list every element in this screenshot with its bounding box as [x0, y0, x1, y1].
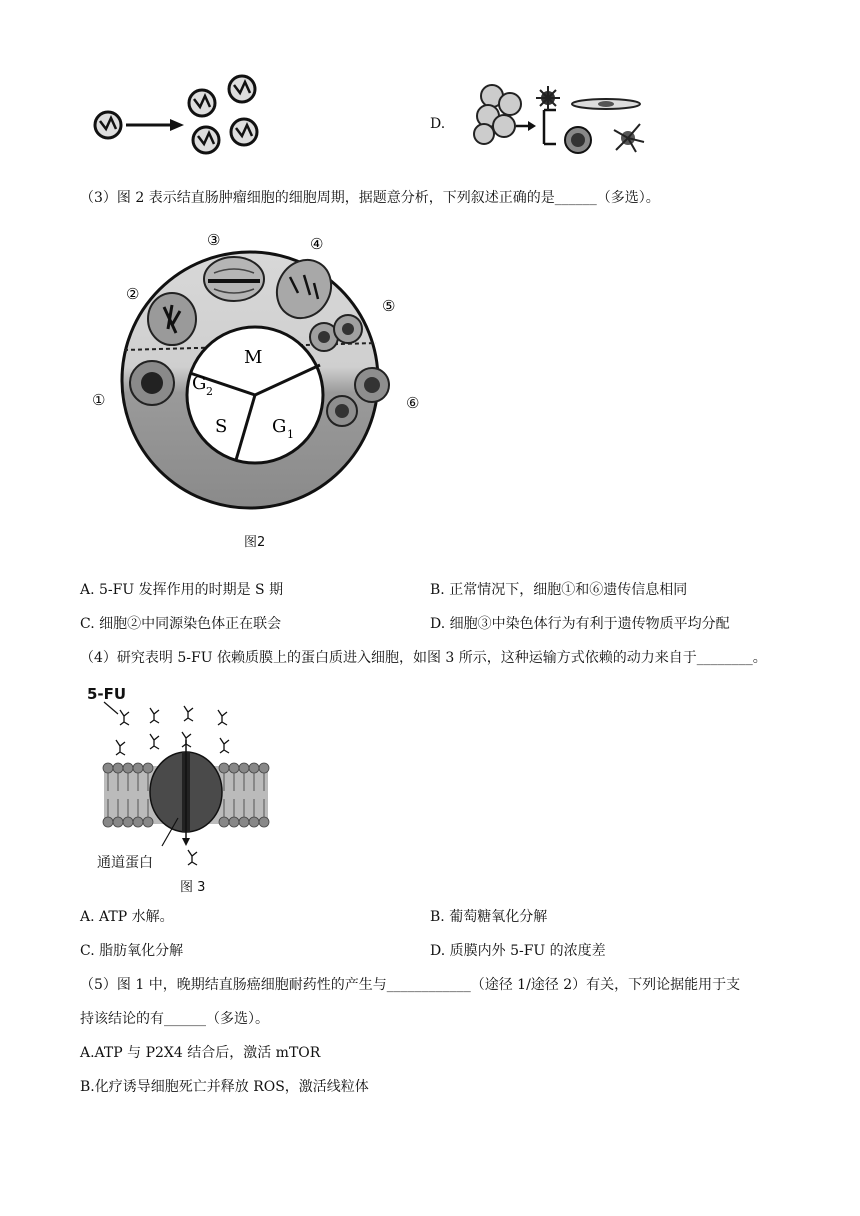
cell-icon — [95, 112, 121, 138]
arrow-icon — [516, 121, 536, 131]
option-d-label: D. — [430, 116, 446, 132]
q4-option-a: A. ATP 水解。 — [80, 909, 174, 925]
q3-question-text: （3）图 2 表示结直肠肿瘤细胞的细胞周期，据题意分析，下列叙述正确的是______（多选）。 — [80, 190, 660, 206]
q4-question-text: （4）研究表明 5-FU 依赖质膜上的蛋白质进入细胞，如图 3 所示，这种运输方式依赖的动力来自于________。 — [80, 650, 767, 666]
q5-option-b: B.化疗诱导细胞死亡并释放 ROS，激活线粒体 — [80, 1079, 369, 1095]
q5-question-text-line2: 持该结论的有______（多选）。 — [80, 1011, 269, 1027]
phase-label-g1-sub: 1 — [287, 428, 294, 441]
q5-option-a: A.ATP 与 P2X4 结合后，激活 mTOR — [80, 1045, 321, 1061]
branch-bracket-icon — [544, 110, 556, 144]
star-cell-icon — [536, 86, 560, 110]
cell-icon — [229, 76, 255, 102]
figure-2-caption: 图2 — [244, 535, 266, 550]
neuron-cell-icon — [614, 124, 644, 152]
option-d-figure — [464, 80, 664, 162]
phase-label-s: S — [215, 416, 228, 437]
q3-option-a: A. 5-FU 发挥作用的时期是 S 期 — [80, 582, 284, 598]
cell-number-6: ⑥ — [406, 394, 420, 412]
cell-icon — [231, 119, 257, 145]
membrane-channel-diagram — [96, 700, 276, 870]
cell-number-2: ② — [126, 285, 140, 303]
round-cell-icon — [565, 127, 591, 153]
q3-option-b: B. 正常情况下，细胞①和⑥遗传信息相同 — [430, 582, 688, 598]
cell-1-image — [130, 361, 174, 405]
q5-question-text-line1: （5）图 1 中，晚期结直肠癌细胞耐药性的产生与____________（途径 1/途径 2）有关，下列论据能用于支 — [80, 977, 741, 993]
cell-2-image — [148, 293, 196, 345]
cell-icon — [193, 127, 219, 153]
phase-label-g2-sub: 2 — [206, 385, 213, 398]
cell-number-5: ⑤ — [382, 297, 396, 315]
spindle-cell-icon — [572, 99, 640, 109]
cell-number-4: ④ — [310, 235, 324, 253]
q4-option-b: B. 葡萄糖氧化分解 — [430, 909, 548, 925]
q3-option-c: C. 细胞②中同源染色体正在联会 — [80, 616, 282, 632]
cell-cycle-diagram — [110, 225, 430, 545]
cell-6-image-upper — [355, 368, 389, 402]
q4-option-d: D. 质膜内外 5-FU 的浓度差 — [430, 943, 606, 959]
cell-6-image-lower — [327, 396, 357, 426]
option-c-figure — [88, 74, 268, 162]
cell-3-image — [204, 257, 264, 301]
phase-label-g2: G — [192, 373, 207, 394]
channel-protein-label: 通道蛋白 — [97, 855, 153, 871]
q3-option-d: D. 细胞③中染色体行为有利于遗传物质平均分配 — [430, 616, 730, 632]
figure-3-caption: 图 3 — [180, 880, 206, 895]
cell-icon — [189, 90, 215, 116]
arrow-icon — [126, 119, 184, 131]
cell-number-3: ③ — [207, 231, 221, 249]
phase-label-g1: G — [272, 416, 287, 437]
5fu-molecule-icons — [116, 706, 229, 755]
q4-option-c: C. 脂肪氧化分解 — [80, 943, 184, 959]
cell-number-1: ① — [92, 391, 106, 409]
cell-cluster-icon — [474, 85, 521, 144]
phase-label-m: M — [244, 347, 263, 368]
drug-label-5fu: 5-FU — [87, 685, 127, 703]
